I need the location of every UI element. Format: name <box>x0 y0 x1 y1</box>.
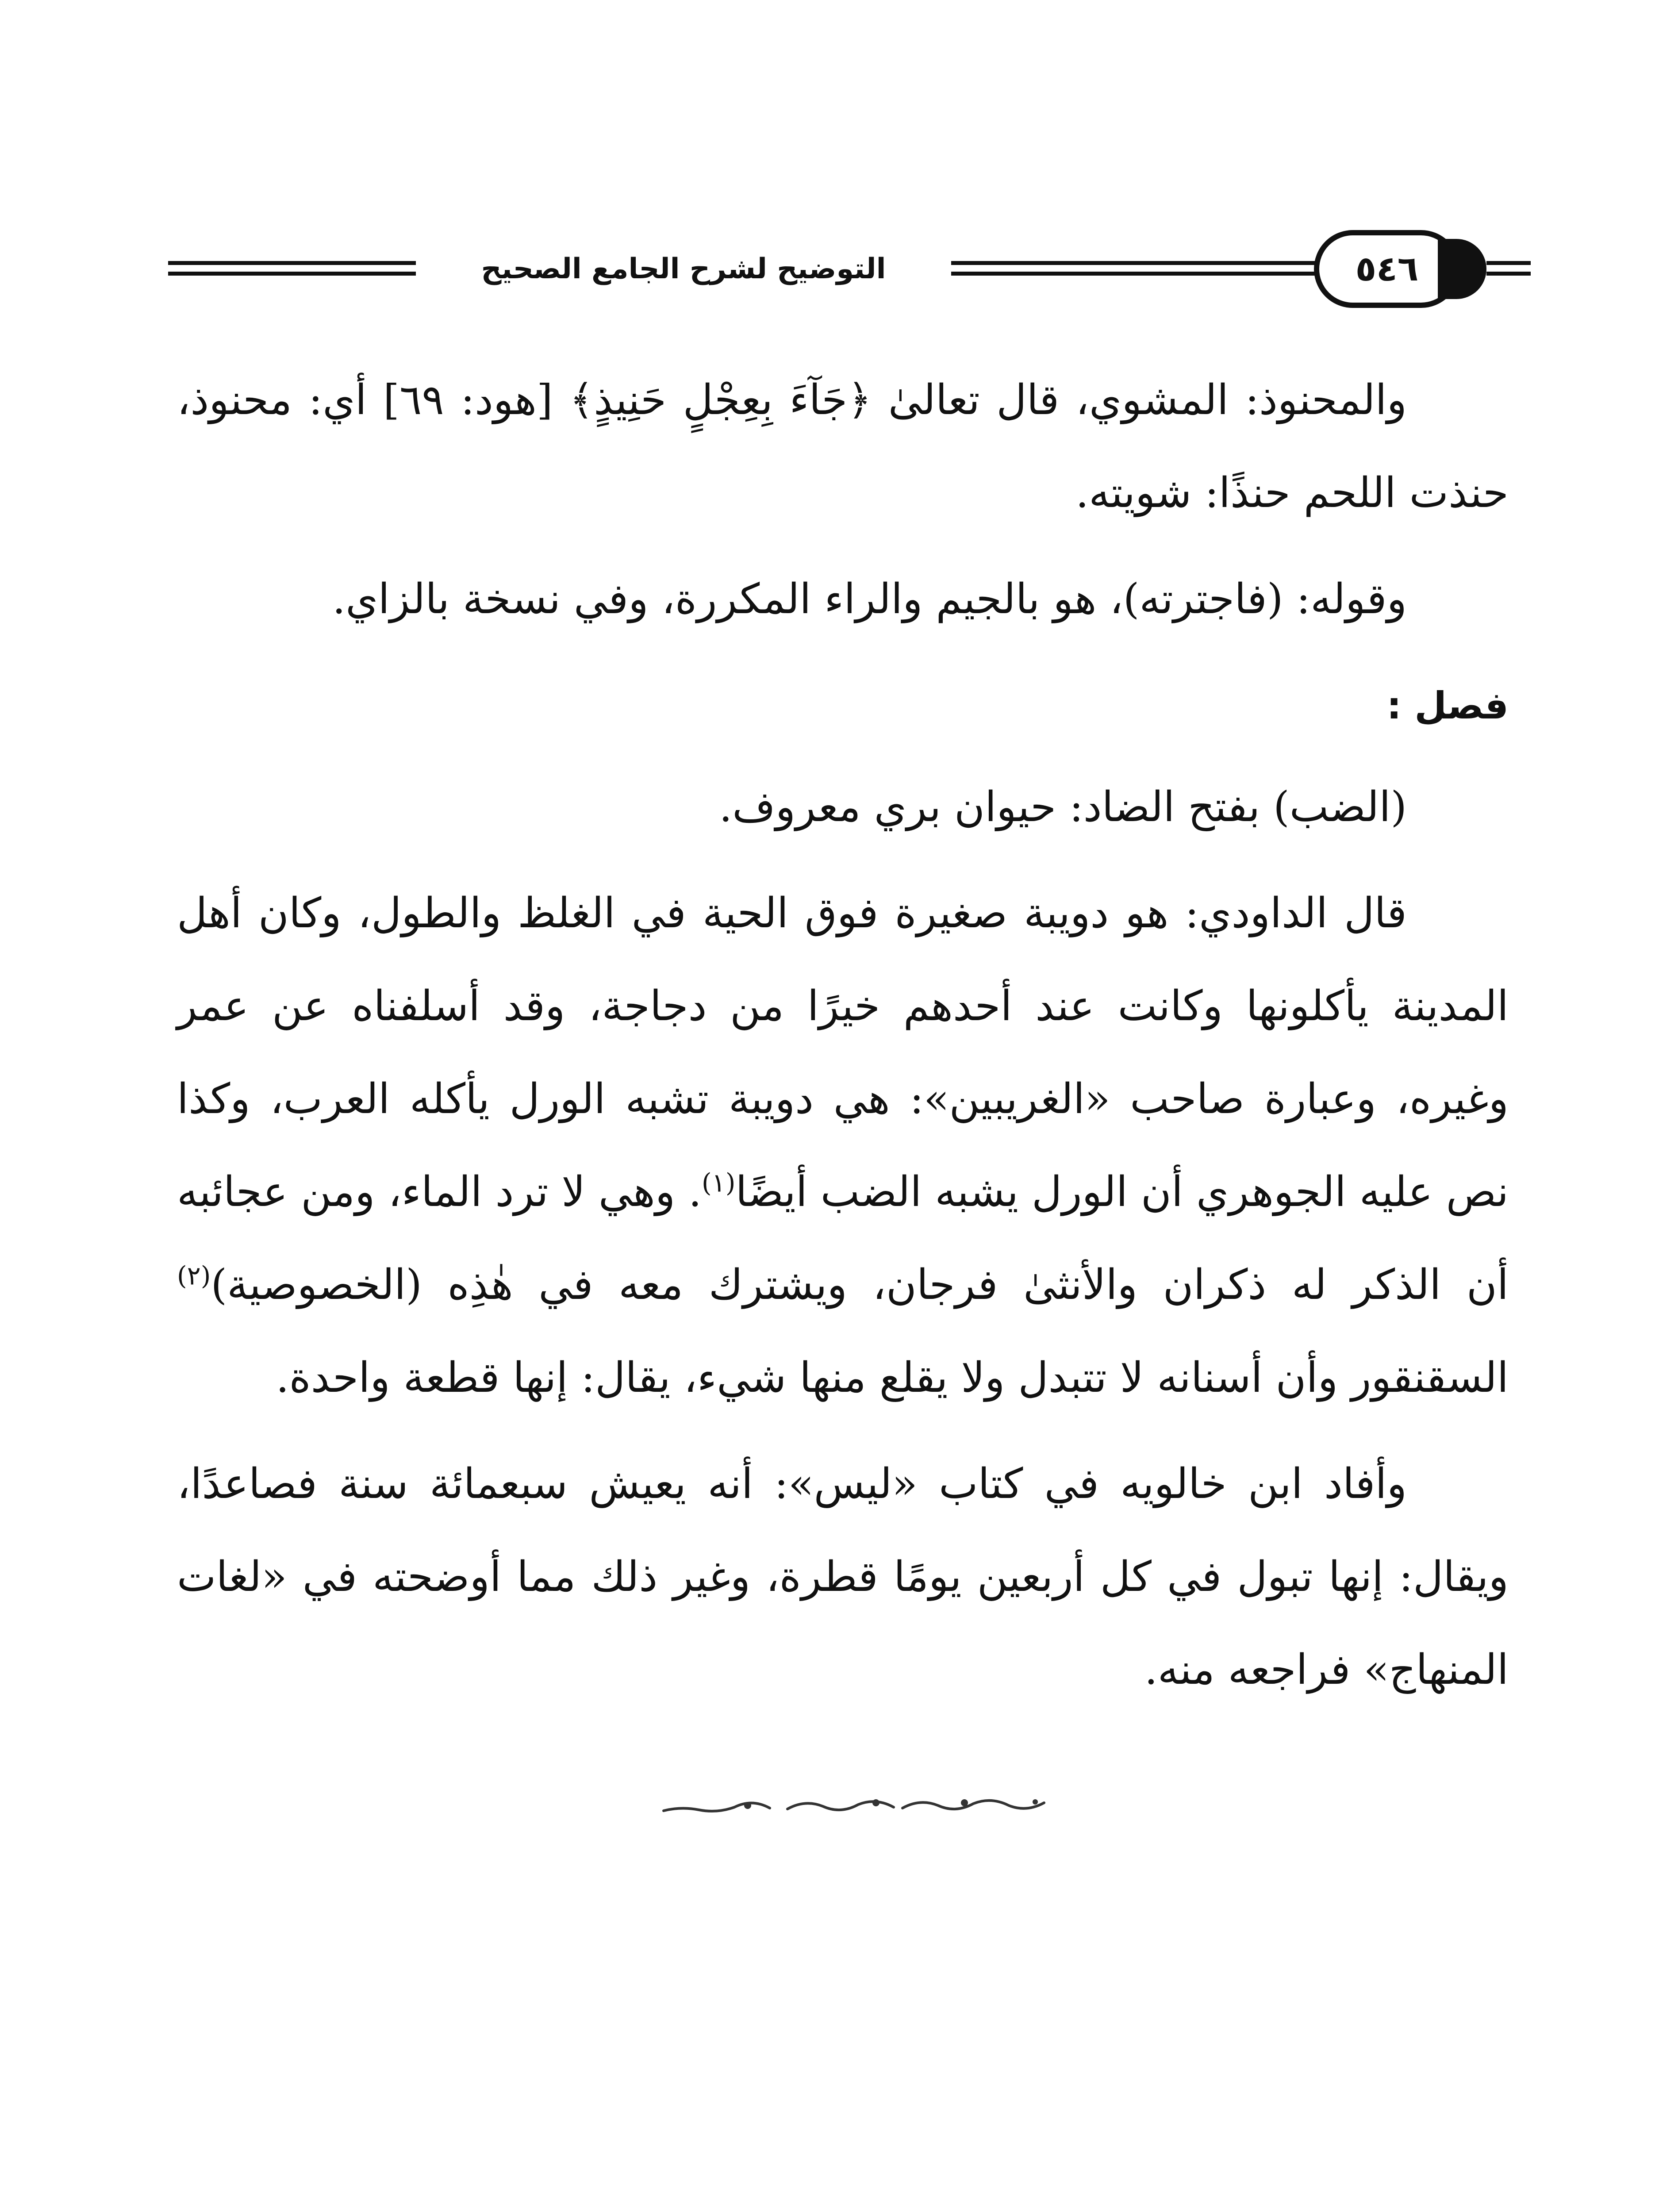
paragraph-3: (الضب) بفتح الضاد: حيوان بري معروف. <box>719 783 1407 831</box>
page-number-badge: ٥٤٦ <box>1314 230 1460 308</box>
paragraph-4-part-c: السقنقور وأن أسنانه لا تتبدل ولا يقلع منها شيء، يقال: إنها قطعة واحدة. <box>276 1354 1509 1402</box>
paragraph-4 <box>177 867 1509 1425</box>
header-rule-right-bottom <box>1486 272 1531 276</box>
header-rule-middle-top <box>951 261 1318 265</box>
ornament-divider-icon <box>655 1790 1062 1820</box>
header-rule-middle-bottom <box>951 272 1318 276</box>
paragraph-2: وقوله: (فاجترته)، هو بالجيم والراء المكررة، وفي نسخة بالزاي. <box>332 575 1407 623</box>
section-heading: فصل : <box>1386 684 1509 727</box>
footnote-ref-1[interactable]: (١) <box>702 1167 736 1198</box>
header-title: التوضيح لشرح الجامع الصحيح <box>481 253 886 285</box>
header-rule-left-top <box>168 261 416 265</box>
header-rule-left-bottom <box>168 272 416 276</box>
main-text <box>177 354 1509 1717</box>
paragraph-5: وأفاد ابن خالويه في كتاب «ليس»: أنه يعيش سبعمائة سنة فصاعدًا، ويقال: إنها تبول في كل أربعين يومًا قطرة، وغير ذلك مما أوضحته في «لغات المنهاج» فراجعه منه. <box>177 1460 1509 1694</box>
running-header <box>168 226 1531 314</box>
header-rule-right-top <box>1486 261 1531 265</box>
paragraph-1: والمحنوذ: المشوي، قال تعالىٰ ﴿جَآءَ بِعِجْلٍ حَنِيذٍ﴾ [هود: ٦٩] أي: محنوذ، حنذت اللحم حنذًا: شويته. <box>177 376 1509 517</box>
paragraph-4-part-a: قال الداودي: هو دويبة صغيرة فوق الحية في الغلظ والطول، وكان أهل المدينة يأكلونها وكانت عند أحدهم خيرًا من دجاجة، وقد أسلفناه عن عمر وغيره، وعبارة صاحب «الغريبين»: هي دويبة تشبه الورل يأكله العرب، وكذا نص عليه الجوهري أن الورل يشبه الضب أيضًا <box>177 889 1509 1216</box>
paragraph-4-part-b: . وهي لا ترد الماء، ومن عجائبه أن الذكر له ذكران والأنثىٰ فرجان، ويشترك معه في هٰذِه (الخصوصية) <box>177 1168 1509 1309</box>
footnote-ref-2[interactable]: (٢) <box>177 1260 211 1291</box>
